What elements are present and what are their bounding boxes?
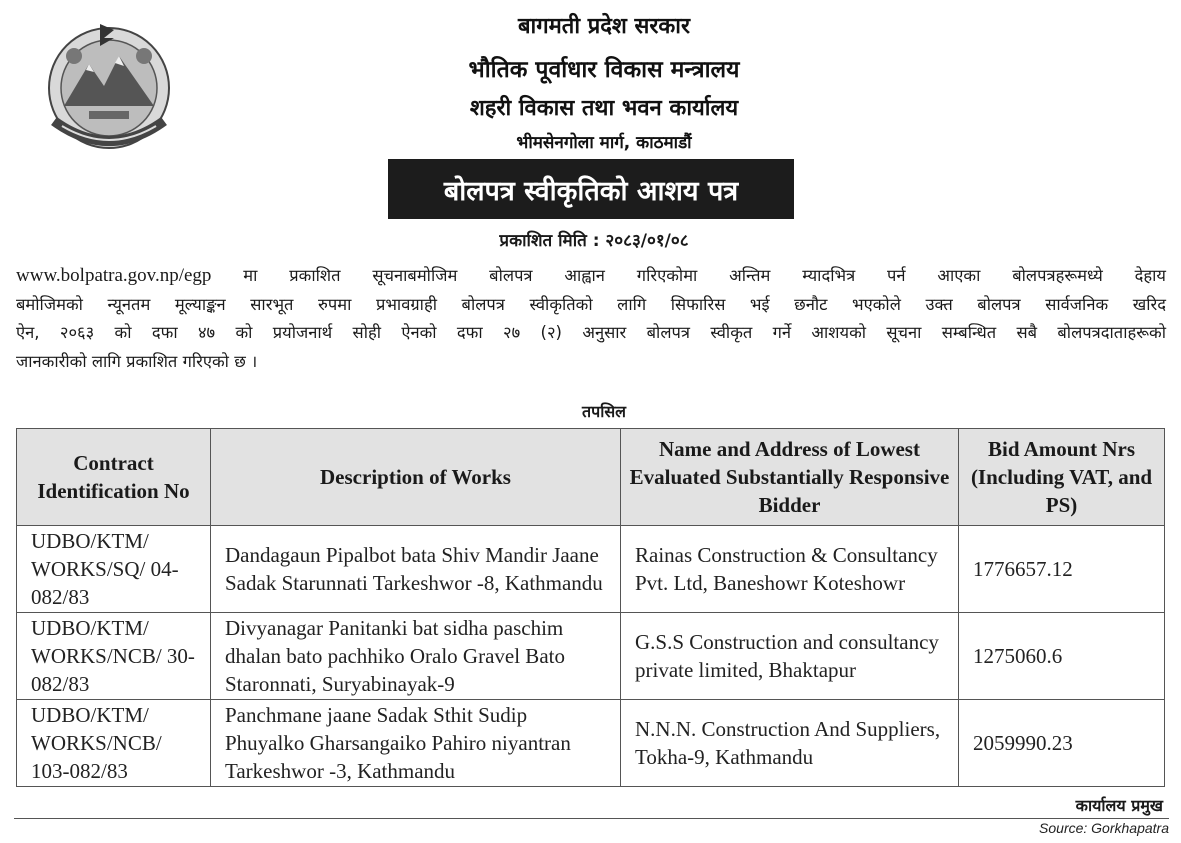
notice-title-text: बोलपत्र स्वीकृतिको आशय पत्र: [443, 175, 739, 207]
notice-body: [16, 262, 1166, 376]
province-name: बागमती प्रदेश सरकार: [518, 14, 690, 39]
table-caption: तपसिल: [581, 402, 627, 421]
amount-cell: 2059990.23: [959, 700, 1165, 787]
notice-body-line: बमोजिमको न्यूनतम मूल्याङ्कन सारभूत रुपमा प्रभावग्राही बोलपत्र स्वीकृतिको लागि सिफारिस भई छनौट भएकोले उक्त बोलपत्र सार्वजनिक खरिद: [16, 294, 1166, 314]
notice-body-line: जानकारीको लागि प्रकाशित गरिएको छ ।: [16, 351, 258, 371]
bottom-divider: [14, 818, 1169, 819]
table-row: [17, 526, 1165, 613]
notice-body-line1-text: मा प्रकाशित सूचनाबमोजिम बोलपत्र आह्वान गरिएकोमा अन्तिम म्यादभित्र पर्न आएका बोलपत्रहरूमध्ये देहाय: [211, 266, 1166, 285]
signatory-title: कार्यालय प्रमुख: [1075, 796, 1163, 815]
table-row: [17, 700, 1165, 787]
contract-id-cell: UDBO/KTM/ WORKS/NCB/ 103-082/83: [17, 700, 211, 787]
office-address: भीमसेनगोला मार्ग, काठमाडौं: [516, 133, 692, 153]
contract-id-cell: UDBO/KTM/ WORKS/SQ/ 04-082/83: [17, 526, 211, 613]
notice-title: [388, 159, 794, 219]
description-cell: Divyanagar Panitanki bat sidha paschim dhalan bato pachhiko Oralo Gravel Bato Staronnati, Suryabinayak-9: [211, 613, 621, 700]
nepal-government-emblem-icon: [34, 16, 184, 166]
amount-cell: 1275060.6: [959, 613, 1165, 700]
table-header-row: [17, 429, 1165, 526]
column-header-bidder: Name and Address of Lowest Evaluated Substantially Responsive Bidder: [621, 429, 959, 526]
contract-award-table: [16, 428, 1165, 787]
bidder-cell: Rainas Construction & Consultancy Pvt. Ltd, Baneshowr Koteshowr: [621, 526, 959, 613]
ministry-name: भौतिक पूर्वाधार विकास मन्त्रालय: [468, 57, 740, 83]
column-header-contract-id: Contract Identification No: [17, 429, 211, 526]
notice-body-line: [16, 262, 1166, 291]
source-credit: Source: Gorkhapatra: [1039, 820, 1169, 836]
tender-notice: [14, 6, 1169, 816]
table-row: [17, 613, 1165, 700]
column-header-amount: Bid Amount Nrs (Including VAT, and PS): [959, 429, 1165, 526]
amount-cell: 1776657.12: [959, 526, 1165, 613]
description-cell: Dandagaun Pipalbot bata Shiv Mandir Jaane Sadak Starunnati Tarkeshwor -8, Kathmandu: [211, 526, 621, 613]
contract-id-cell: UDBO/KTM/ WORKS/NCB/ 30-082/83: [17, 613, 211, 700]
column-header-description: Description of Works: [211, 429, 621, 526]
bidder-cell: G.S.S Construction and consultancy private limited, Bhaktapur: [621, 613, 959, 700]
bidder-cell: N.N.N. Construction And Suppliers, Tokha-9, Kathmandu: [621, 700, 959, 787]
notice-body-line: ऐन, २०६३ को दफा ४७ को प्रयोजनार्थ सोही ऐनको दफा २७ (२) अनुसार बोलपत्र स्वीकृत गर्ने आशयको सूचना सम्बन्धित सबै बोलपत्रदाताहरूको: [16, 323, 1166, 342]
description-cell: Panchmane jaane Sadak Sthit Sudip Phuyalko Gharsangaiko Pahiro niyantran Tarkeshwor -3, Kathmandu: [211, 700, 621, 787]
published-date: प्रकाशित मिति : २०८३/०१/०८: [499, 231, 689, 251]
egp-url-link[interactable]: www.bolpatra.gov.np/egp: [16, 265, 212, 286]
office-name: शहरी विकास तथा भवन कार्यालय: [469, 96, 739, 121]
